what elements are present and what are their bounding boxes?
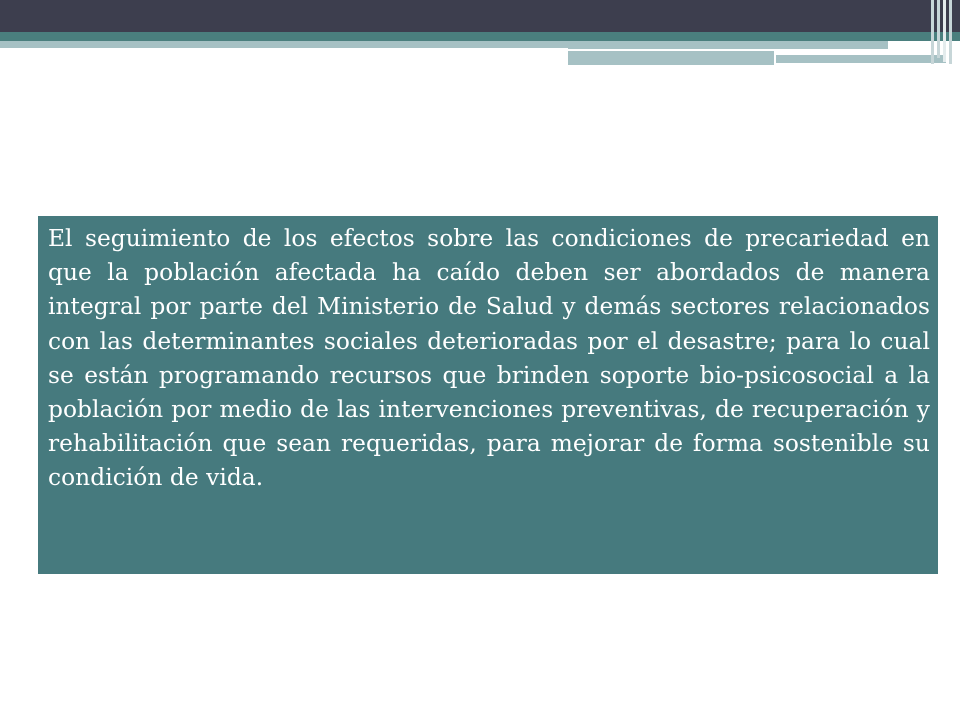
header-light-band xyxy=(0,41,568,48)
content-text-box xyxy=(38,216,938,574)
header-light-block xyxy=(568,51,774,65)
header-vertical-stripes xyxy=(922,0,952,64)
header-light-tail xyxy=(776,55,946,63)
header-dark-band xyxy=(0,0,960,32)
body-paragraph: El seguimiento de los efectos sobre las condiciones de precariedad en que la población afectada ha caído deben ser abordados de manera integral por parte del Ministerio de Salud y demás sectores relacionados con las determinantes sociales deterioradas por el desastre; para lo cual se están programando recursos que brinden soporte bio-psicosocial a la población por medio de las intervenciones preventivas, de recuperación y rehabilitación que sean requeridas, para mejorar de forma sostenible su condición de vida. xyxy=(48,225,930,492)
header-teal-band xyxy=(0,32,960,41)
